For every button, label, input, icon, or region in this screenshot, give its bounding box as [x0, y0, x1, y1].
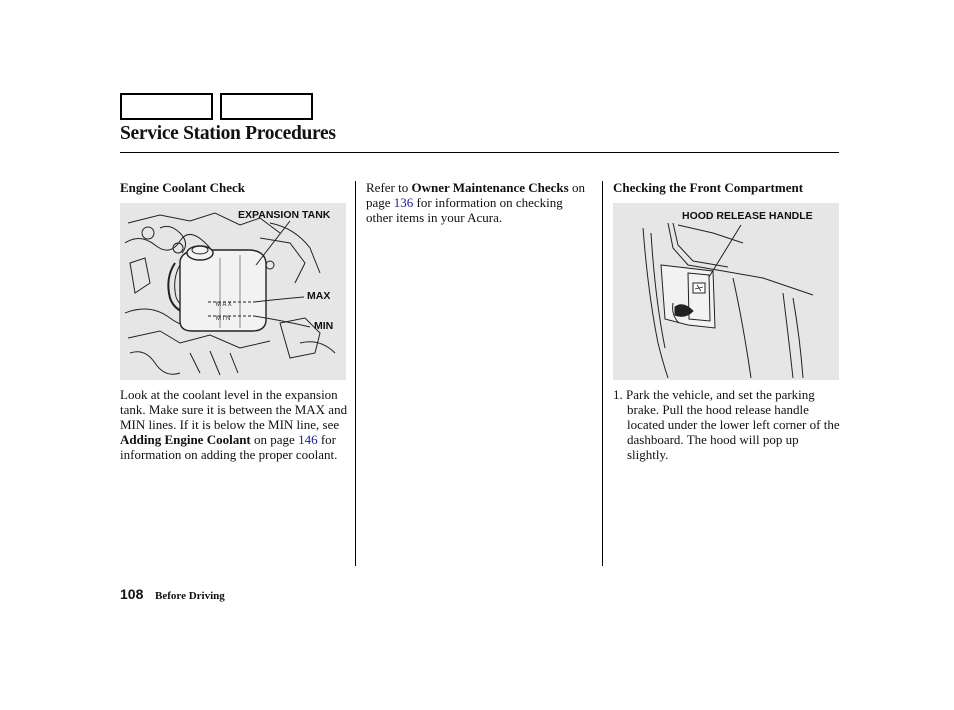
step-1-item — [613, 387, 841, 462]
nav-button-1[interactable] — [120, 93, 213, 120]
paragraph-text: on page — [366, 180, 585, 210]
expansion-tank-label: EXPANSION TANK — [238, 209, 331, 221]
engine-coolant-heading: Engine Coolant Check — [120, 180, 245, 195]
page-146-link[interactable]: 146 — [298, 432, 318, 447]
tank-max-marking: M A X — [216, 302, 232, 308]
tank-min-marking: M I N — [216, 316, 231, 322]
page-136-link[interactable]: 136 — [393, 195, 414, 210]
page-number: 108 — [120, 586, 144, 602]
adding-engine-coolant-ref: Adding Engine Coolant — [120, 432, 251, 447]
coolant-check-paragraph — [120, 387, 348, 462]
step-number: 1. — [613, 387, 623, 402]
min-label: MIN — [314, 320, 334, 332]
max-label: MAX — [307, 290, 331, 302]
section-name: Before Driving — [155, 590, 225, 602]
paragraph-text: on page — [250, 432, 299, 447]
owner-maintenance-checks-ref: Owner Maintenance Checks — [411, 180, 569, 195]
column-divider-1 — [355, 181, 356, 566]
column-divider-2 — [602, 181, 603, 566]
step-text: Park the vehicle, and set the parking brake. Pull the hood release handle located under the lower left corner of the dashboard. The hood will pop up slightly. — [626, 387, 840, 462]
title-divider — [120, 152, 839, 153]
hood-release-label: HOOD RELEASE HANDLE — [682, 210, 813, 222]
dashboard-drawing — [613, 203, 839, 380]
paragraph-text: Refer to — [366, 180, 412, 195]
paragraph-text: Look at the coolant level in the expansion tank. Make sure it is between the MAX and MIN lines. If it is below the MIN line, see — [120, 387, 348, 432]
nav-button-2[interactable] — [220, 93, 313, 120]
coolant-tank-illustration — [120, 203, 346, 380]
paragraph-text: for information on checking other items in your Acura. — [366, 195, 563, 225]
maintenance-reference-paragraph — [366, 180, 592, 225]
front-compartment-heading: Checking the Front Compartment — [613, 180, 804, 195]
hood-release-illustration — [613, 203, 839, 380]
page-title: Service Station Procedures — [120, 123, 336, 144]
paragraph-text: for information on adding the proper coolant. — [120, 432, 338, 462]
